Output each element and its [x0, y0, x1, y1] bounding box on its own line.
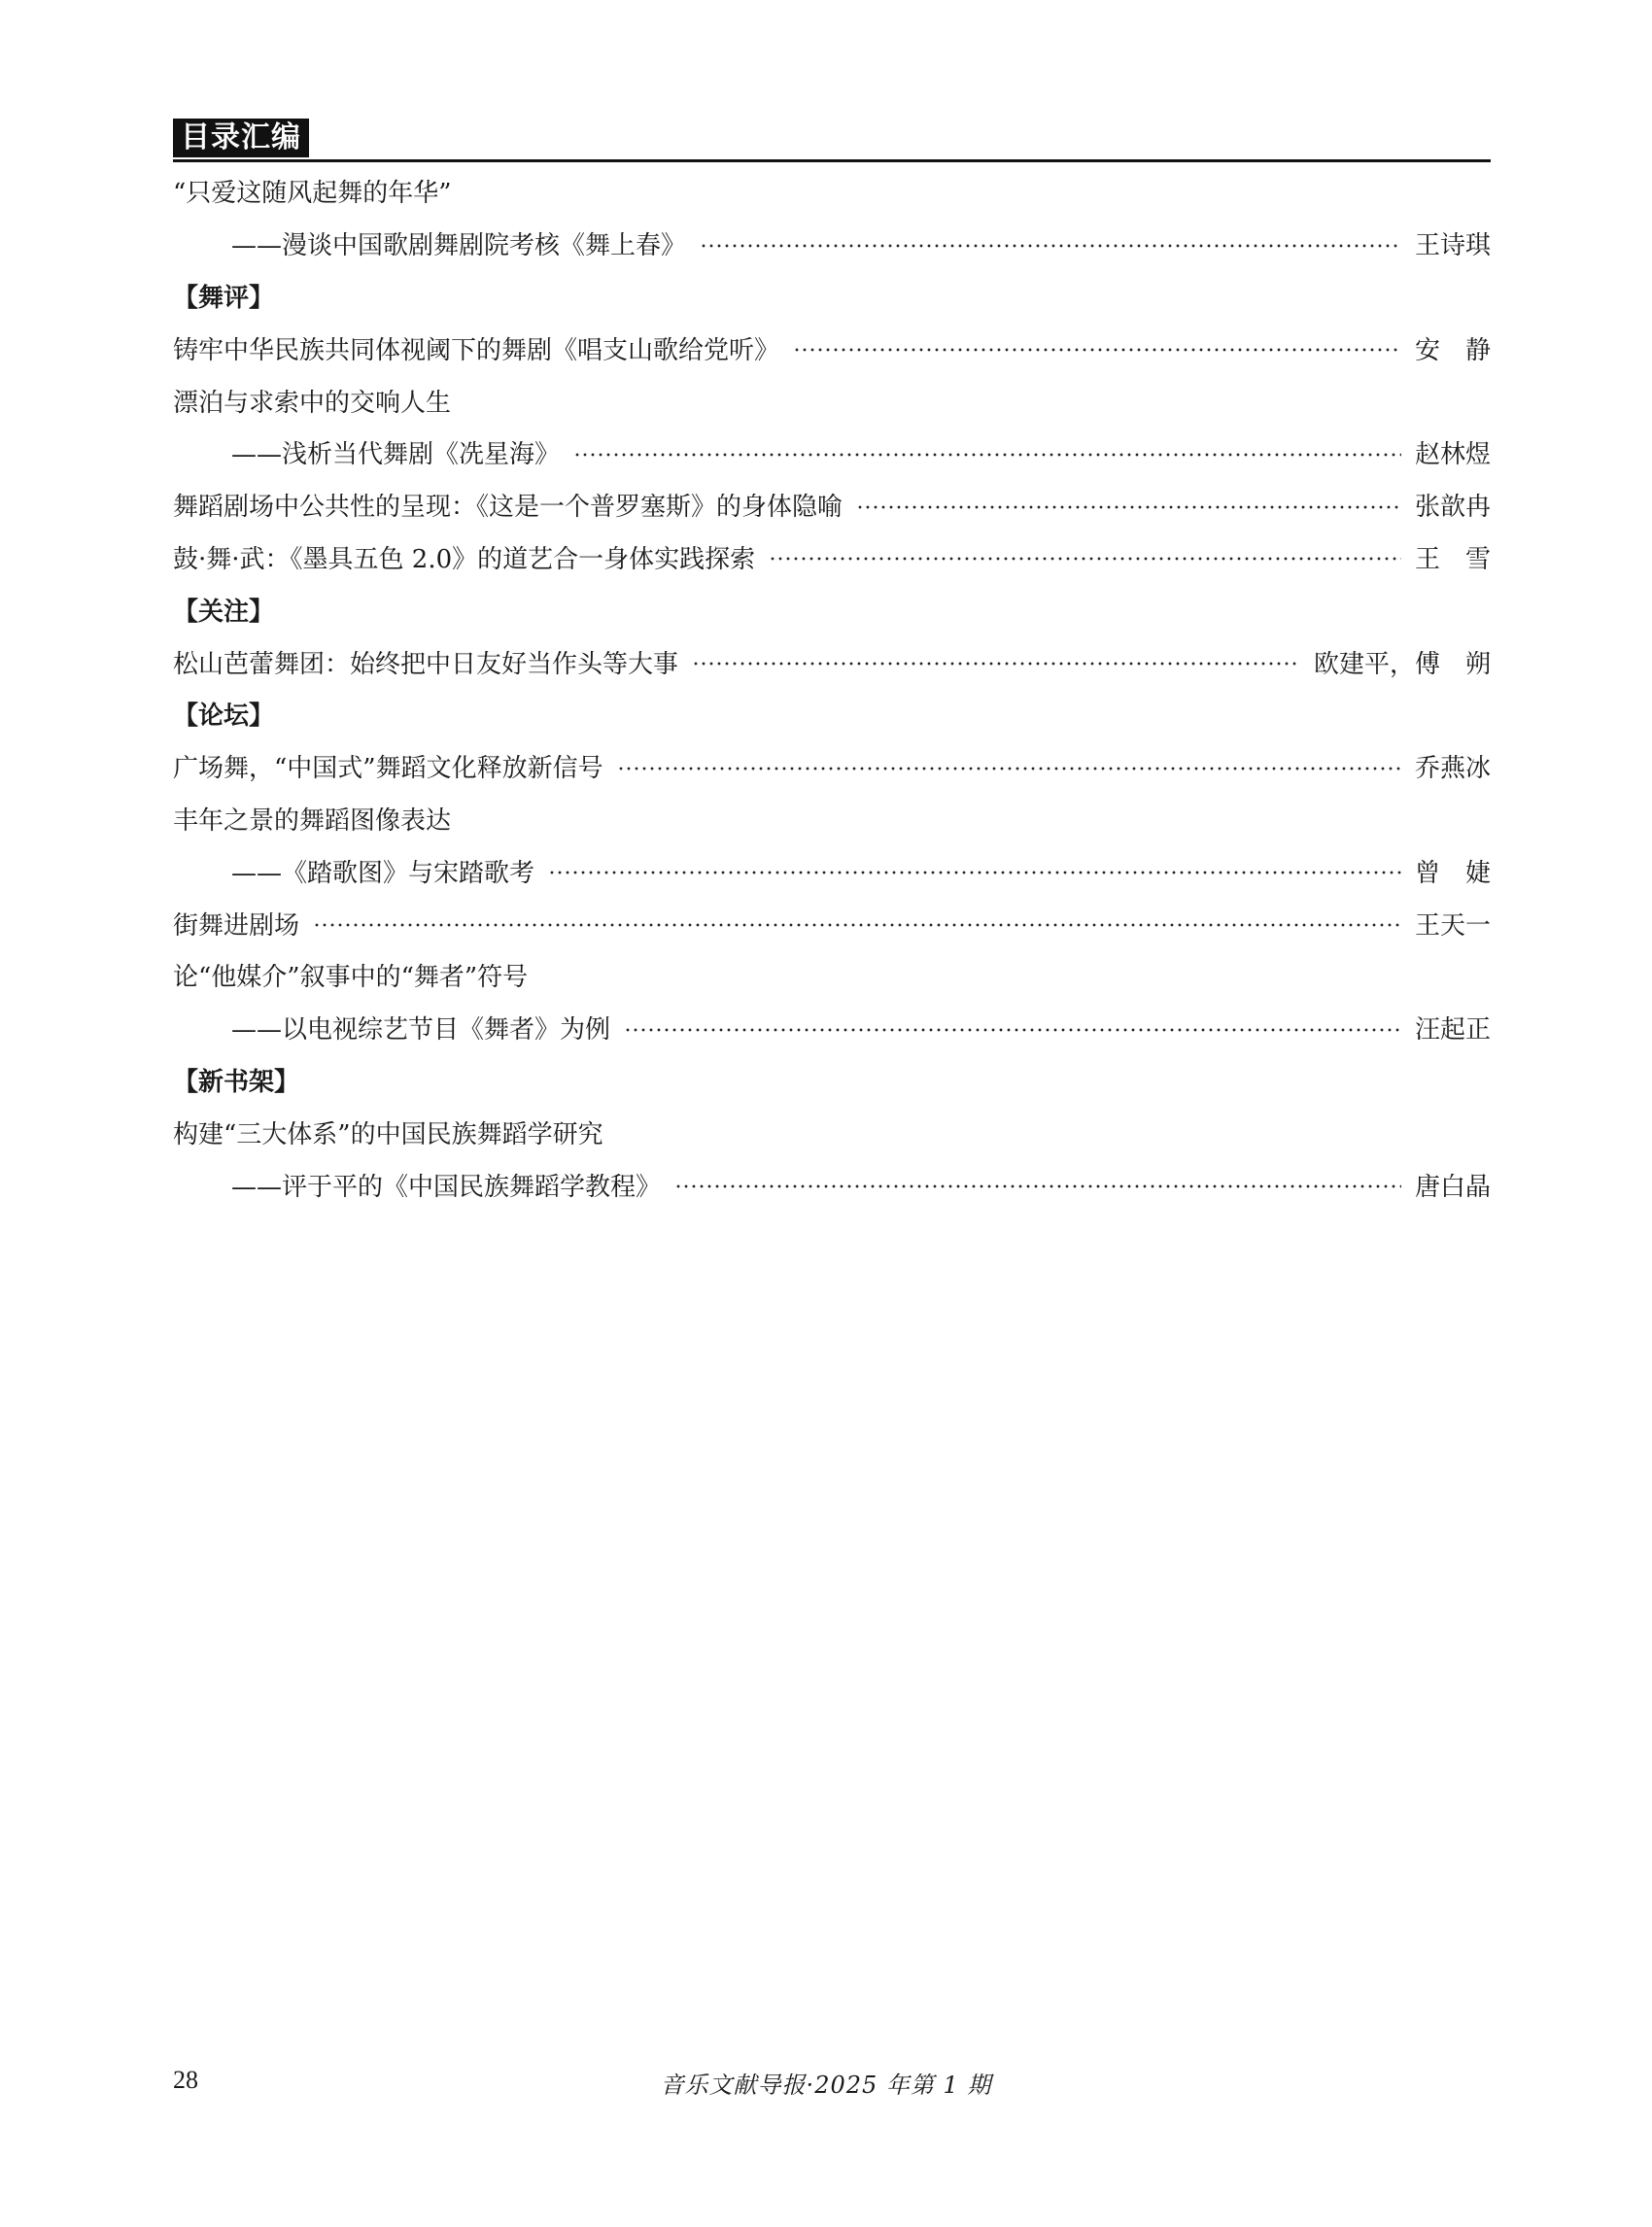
author-name: 赵林煜 — [1414, 440, 1491, 470]
author-name: 欧建平，傅 朔 — [1313, 649, 1491, 679]
leader-dots — [769, 555, 1401, 563]
journal-issue: 音乐文献导报·2025 年第 1 期 — [660, 2072, 992, 2099]
author-name: 曾 婕 — [1414, 858, 1491, 888]
entry-title: 构建“三大体系”的中国民族舞蹈学研究 — [173, 1119, 603, 1149]
section-label: 【关注】 — [173, 597, 275, 627]
author-name: 王诗琪 — [1414, 231, 1491, 261]
entry-title: 丰年之景的舞蹈图像表达 — [173, 805, 452, 836]
entry-title: 鼓·舞·武：《墨具五色 2.0》的道艺合一身体实践探索 — [173, 544, 756, 574]
article-title — [173, 949, 1491, 1002]
entry-title: 松山芭蕾舞团：始终把中日友好当作头等大事 — [173, 649, 679, 679]
toc-entry — [173, 897, 1491, 949]
section-heading — [173, 1054, 1491, 1107]
section-label: 【舞评】 — [173, 283, 275, 313]
entry-title: ——漫谈中国歌剧舞剧院考核《舞上春》 — [231, 231, 687, 261]
entry-title: “只爱这随风起舞的年华” — [173, 179, 452, 209]
article-title — [173, 793, 1491, 845]
article-subtitle — [173, 844, 1491, 897]
entry-title: ——评于平的《中国民族舞蹈学教程》 — [231, 1172, 662, 1202]
entry-title: 街舞进剧场 — [173, 910, 300, 941]
entry-title: 铸牢中华民族共同体视阈下的舞剧《唱支山歌给党听》 — [173, 335, 780, 365]
entry-title: ——以电视综艺节目《舞者》为例 — [231, 1015, 611, 1045]
entry-title: 论“他媒介”叙事中的“舞者”符号 — [173, 963, 529, 993]
author-name: 唐白晶 — [1414, 1172, 1491, 1202]
page-footer — [0, 2062, 1652, 2101]
toc-entry — [173, 635, 1491, 688]
leader-dots — [700, 242, 1401, 250]
leader-dots — [548, 869, 1401, 876]
author-name: 汪起正 — [1414, 1015, 1491, 1045]
entry-title: ——浅析当代舞剧《冼星海》 — [231, 440, 561, 470]
author-name: 王 雪 — [1414, 544, 1491, 574]
entry-title: 广场舞，“中国式”舞蹈文化释放新信号 — [173, 754, 603, 784]
section-heading — [173, 583, 1491, 635]
leader-dots — [674, 1182, 1401, 1190]
page-header — [173, 119, 1491, 162]
author-name: 王天一 — [1414, 910, 1491, 941]
section-label: 【论坛】 — [173, 702, 275, 732]
leader-dots — [617, 765, 1401, 772]
entry-title: ——《踏歌图》与宋踏歌考 — [231, 858, 535, 888]
article-subtitle — [173, 1002, 1491, 1054]
column-title: 目录汇编 — [173, 119, 309, 157]
entry-title: 漂泊与求索中的交响人生 — [173, 388, 452, 418]
table-of-contents — [173, 165, 1491, 1211]
leader-dots — [573, 451, 1401, 459]
author-name: 安 静 — [1414, 335, 1491, 365]
toc-entry — [173, 322, 1491, 374]
section-label: 【新书架】 — [173, 1067, 300, 1097]
toc-entry — [173, 479, 1491, 531]
article-title — [173, 374, 1491, 427]
article-title — [173, 165, 1491, 218]
entry-title: 舞蹈剧场中公共性的呈现：《这是一个普罗塞斯》的身体隐喻 — [173, 493, 843, 523]
leader-dots — [624, 1026, 1401, 1034]
section-heading — [173, 688, 1491, 740]
article-title — [173, 1106, 1491, 1158]
page-number: 28 — [173, 2066, 198, 2094]
author-name: 乔燕冰 — [1414, 754, 1491, 784]
leader-dots — [856, 503, 1401, 511]
author-name: 张歆冉 — [1414, 493, 1491, 523]
leader-dots — [793, 346, 1401, 354]
toc-entry — [173, 531, 1491, 584]
article-subtitle — [173, 427, 1491, 479]
article-subtitle — [173, 218, 1491, 270]
leader-dots — [692, 660, 1300, 668]
section-heading — [173, 270, 1491, 323]
leader-dots — [313, 921, 1401, 929]
toc-entry — [173, 740, 1491, 793]
article-subtitle — [173, 1158, 1491, 1211]
